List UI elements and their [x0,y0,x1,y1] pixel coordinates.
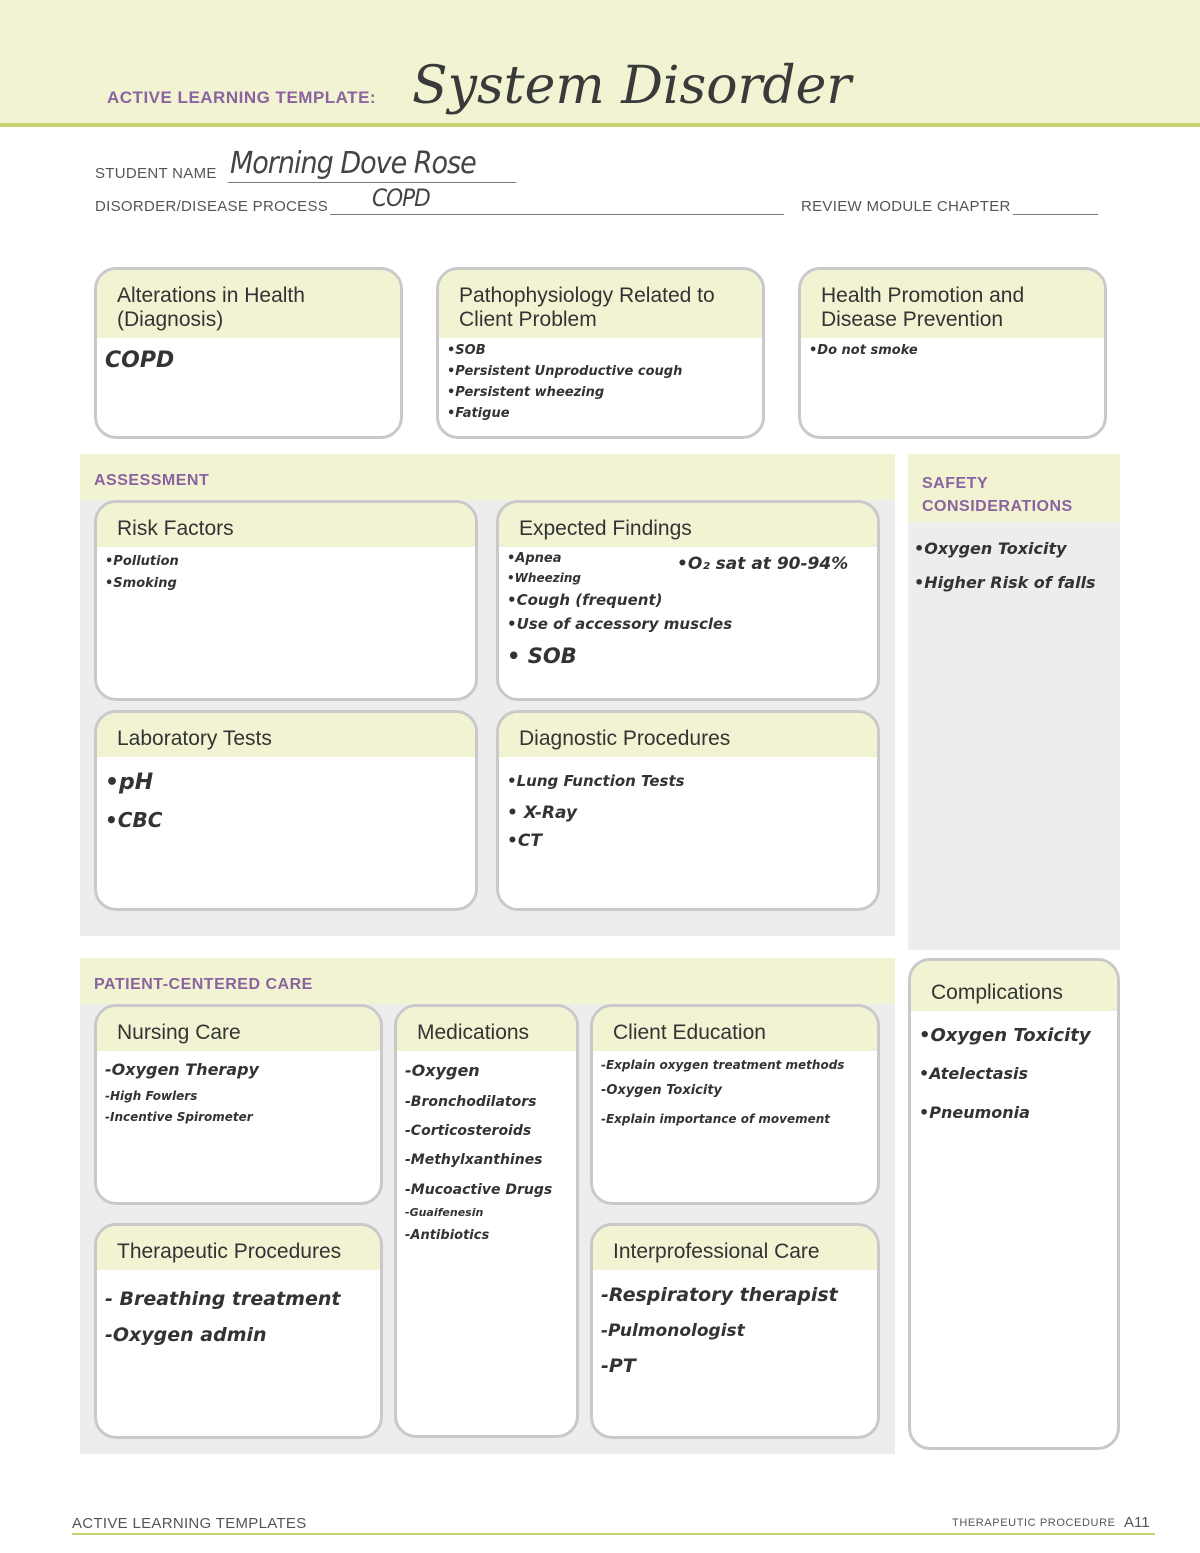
complications-line: •Pneumonia [919,1103,1030,1122]
therapeutic-procedures-line: -Oxygen admin [105,1324,267,1346]
diagnostic-procedures-line: • X-Ray [507,803,578,823]
student-name-value[interactable]: Morning Dove Rose [230,146,476,181]
interprofessional-care-line: -Pulmonologist [601,1321,745,1341]
pathophysiology-line: •Persistent Unproductive cough [447,364,683,379]
safety-body[interactable] [914,532,1096,600]
disorder-value[interactable]: COPD [372,184,430,212]
pathophysiology-line: •Persistent wheezing [447,385,605,400]
patient-centered-care-title: PATIENT-CENTERED CARE [94,976,313,993]
medications-title: Medications [397,1007,576,1051]
medications-line: -Methylxanthines [405,1152,543,1168]
complications-line: •Oxygen Toxicity [919,1025,1091,1046]
expected-findings-box [496,500,880,701]
interprofessional-care-box [590,1223,880,1439]
health-promotion-box [798,267,1107,439]
assessment-title: ASSESSMENT [94,472,210,489]
lab-tests-body[interactable] [97,757,475,843]
lab-tests-line: •CBC [105,808,163,832]
client-education-title: Client Education [593,1007,877,1051]
diagnostic-procedures-box [496,710,880,911]
therapeutic-procedures-line: - Breathing treatment [105,1288,341,1310]
medications-line: -Mucoactive Drugs [405,1182,553,1198]
expected-findings-line: •Wheezing [507,571,581,585]
disorder-label: DISORDER/DISEASE PROCESS [95,198,329,215]
review-module-line[interactable] [1013,214,1098,215]
interprofessional-care-body[interactable] [593,1270,877,1390]
nursing-care-line: -Incentive Spirometer [105,1110,253,1124]
risk-factors-line: •Pollution [105,554,179,569]
therapeutic-procedures-box [94,1223,383,1439]
alterations-box [94,267,403,439]
safety-line: •Oxygen Toxicity [914,539,1067,558]
risk-factors-box [94,500,478,701]
complications-body[interactable] [911,1011,1117,1139]
alterations-line: COPD [105,348,175,373]
safety-line: •Higher Risk of falls [914,573,1096,592]
health-promotion-line: •Do not smoke [809,343,918,358]
nursing-care-line: -High Fowlers [105,1089,198,1103]
client-education-line: -Oxygen Toxicity [601,1083,723,1098]
student-name-line [228,182,516,183]
complications-line: •Atelectasis [919,1064,1029,1083]
interprofessional-care-title: Interprofessional Care [593,1226,877,1270]
health-promotion-title: Health Promotion and Disease Prevention [801,270,1104,338]
safety-title: SAFETY CONSIDERATIONS [922,475,1073,515]
medications-line: -Oxygen [405,1061,480,1080]
risk-factors-body[interactable] [97,547,475,601]
diagnostic-procedures-body[interactable] [499,757,877,861]
client-education-line: -Explain oxygen treatment methods [601,1058,845,1072]
risk-factors-line: •Smoking [105,576,177,591]
medications-body[interactable] [397,1051,576,1257]
interprofessional-care-line: -Respiratory therapist [601,1284,838,1306]
pathophysiology-line: •Fatigue [447,406,510,421]
risk-factors-title: Risk Factors [97,503,475,547]
alterations-body[interactable] [97,338,400,384]
footer-page-number: A11 [1124,1514,1150,1531]
expected-findings-line: •Apnea [507,551,562,566]
pathophysiology-line: •SOB [447,343,486,358]
medications-line: -Antibiotics [405,1228,490,1243]
expected-findings-o2-sat: •O₂ sat at 90-94% [677,554,849,574]
client-education-body[interactable] [593,1051,877,1139]
pathophysiology-body[interactable] [439,338,762,430]
lab-tests-box [94,710,478,911]
pathophysiology-title: Pathophysiology Related to Client Problem [439,270,762,338]
expected-findings-line: •Cough (frequent) [507,591,663,609]
footer-left: ACTIVE LEARNING TEMPLATES [72,1515,307,1532]
review-module-label: REVIEW MODULE CHAPTER [801,198,1011,215]
medications-line: -Bronchodilators [405,1094,537,1110]
diagnostic-procedures-line: •Lung Function Tests [507,772,685,790]
diagnostic-procedures-line: •CT [507,831,542,851]
nursing-care-line: -Oxygen Therapy [105,1060,259,1079]
expected-findings-body[interactable] [499,547,877,682]
template-label: ACTIVE LEARNING TEMPLATE: [107,88,377,107]
client-education-line: -Explain importance of movement [601,1112,831,1126]
expected-findings-line: • SOB [507,644,577,668]
therapeutic-procedures-title: Therapeutic Procedures [97,1226,380,1270]
lab-tests-line: •pH [105,770,154,795]
medications-line: -Guaifenesin [405,1206,484,1219]
pathophysiology-box [436,267,765,439]
footer-rule [72,1533,1155,1535]
client-education-box [590,1004,880,1205]
interprofessional-care-line: -PT [601,1355,636,1377]
disorder-line [330,214,784,215]
safety-considerations-panel [908,454,1120,950]
diagnostic-procedures-title: Diagnostic Procedures [499,713,877,757]
alterations-title: Alterations in Health (Diagnosis) [97,270,400,338]
student-name-label: STUDENT NAME [95,165,217,182]
footer-right: THERAPEUTIC PROCEDURE [952,1517,1116,1529]
expected-findings-line: •Use of accessory muscles [507,615,733,633]
complications-box [908,958,1120,1450]
nursing-care-title: Nursing Care [97,1007,380,1051]
expected-findings-title: Expected Findings [499,503,877,547]
template-title: System Disorder [412,56,852,116]
nursing-care-body[interactable] [97,1051,380,1133]
header-rule [0,123,1200,127]
health-promotion-body[interactable] [801,338,1104,368]
complications-title: Complications [911,961,1117,1011]
nursing-care-box [94,1004,383,1205]
therapeutic-procedures-body[interactable] [97,1270,380,1358]
medications-box [394,1004,579,1438]
medications-line: -Corticosteroids [405,1123,532,1139]
lab-tests-title: Laboratory Tests [97,713,475,757]
